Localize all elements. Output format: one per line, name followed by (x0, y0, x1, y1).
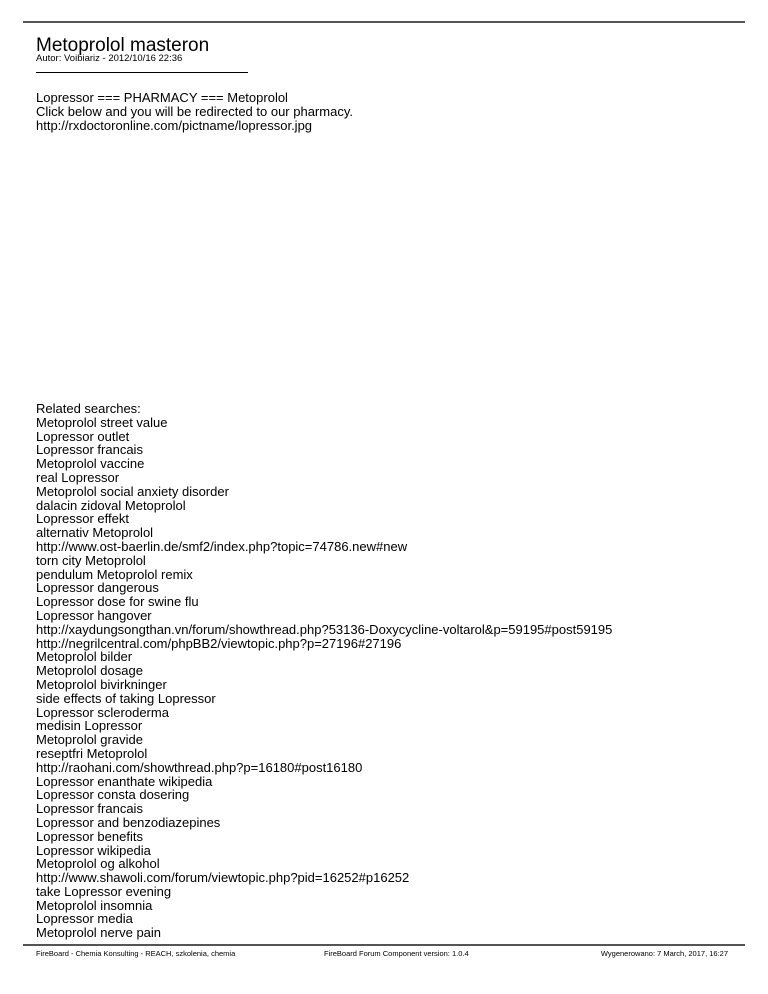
related-item: Lopressor francais (36, 442, 143, 458)
footer-generated-date: Wygenerowano: 7 March, 2017, 16:27 (600, 949, 728, 958)
related-item: Metoprolol social anxiety disorder (36, 483, 229, 499)
post-intro (36, 91, 353, 132)
related-item: Metoprolol vaccine (36, 456, 145, 472)
related-link[interactable]: http://www.ost-baerlin.de/smf2/index.php?topic=74786.new#new (36, 538, 408, 554)
related-link[interactable]: http://xaydungsongthan.vn/forum/showthread.php?53136-Doxycycline-voltarol&p=59195#post59195 (36, 621, 613, 637)
footer-divider (23, 944, 745, 946)
related-item: Metoprolol dosage (36, 663, 143, 679)
related-item: Lopressor dangerous (36, 580, 159, 596)
related-item: Lopressor benefits (36, 828, 143, 844)
related-link[interactable]: http://raohani.com/showthread.php?p=16180#post16180 (36, 759, 363, 775)
related-item: Lopressor and benzodiazepines (36, 814, 221, 830)
related-item: Metoprolol insomnia (36, 897, 153, 913)
header-divider (23, 21, 745, 23)
footer-component-version: FireBoard Forum Component version: 1.0.4 (324, 949, 469, 958)
related-item: Metoprolol gravide (36, 732, 143, 748)
related-item: Lopressor effekt (36, 511, 129, 527)
related-item: Lopressor dose for swine flu (36, 594, 199, 610)
related-list (36, 416, 612, 940)
related-item: Lopressor wikipedia (36, 842, 151, 858)
related-item: alternativ Metoprolol (36, 525, 154, 541)
related-item: Lopressor outlet (36, 428, 130, 444)
related-item: real Lopressor (36, 469, 120, 485)
related-item: side effects of taking Lopressor (36, 690, 216, 706)
related-item: Lopressor francais (36, 801, 143, 817)
related-item: Metoprolol bivirkninger (36, 676, 167, 692)
intro-line: Lopressor === PHARMACY === Metoprolol (36, 90, 288, 105)
post-title: Metoprolol masteron (36, 35, 210, 56)
related-item: Lopressor enanthate wikipedia (36, 773, 213, 789)
related-item: Lopressor scleroderma (36, 704, 169, 720)
footer-site-name: FireBoard - Chemia Konsulting - REACH, szkolenia, chemia (36, 949, 236, 958)
related-link[interactable]: http://www.shawoli.com/forum/viewtopic.php?pid=16252#p16252 (36, 870, 410, 886)
related-item: take Lopressor evening (36, 883, 172, 899)
meta-divider (36, 72, 248, 73)
related-item: Metoprolol bilder (36, 649, 133, 665)
related-item: torn city Metoprolol (36, 552, 146, 568)
related-searches (36, 402, 612, 940)
related-item: Metoprolol nerve pain (36, 925, 162, 941)
related-link[interactable]: http://negrilcentral.com/phpBB2/viewtopic.php?p=27196#27196 (36, 635, 402, 651)
intro-line: Click below and you will be redirected to our pharmacy. (36, 103, 353, 119)
post-meta: Autor: Voibiariz - 2012/10/16 22:36 (36, 53, 183, 64)
intro-link[interactable]: http://rxdoctoronline.com/pictname/lopressor.jpg (36, 117, 313, 133)
related-item: dalacin zidoval Metoprolol (36, 497, 186, 513)
related-heading: Related searches: (36, 401, 141, 416)
related-item: pendulum Metoprolol remix (36, 566, 193, 582)
related-item: Lopressor media (36, 911, 133, 927)
related-item: medisin Lopressor (36, 718, 143, 734)
related-item: Lopressor hangover (36, 607, 152, 623)
related-item: Metoprolol street value (36, 414, 168, 430)
related-item: Metoprolol og alkohol (36, 856, 160, 872)
related-item: Lopressor consta dosering (36, 787, 190, 803)
related-item: reseptfri Metoprolol (36, 745, 148, 761)
